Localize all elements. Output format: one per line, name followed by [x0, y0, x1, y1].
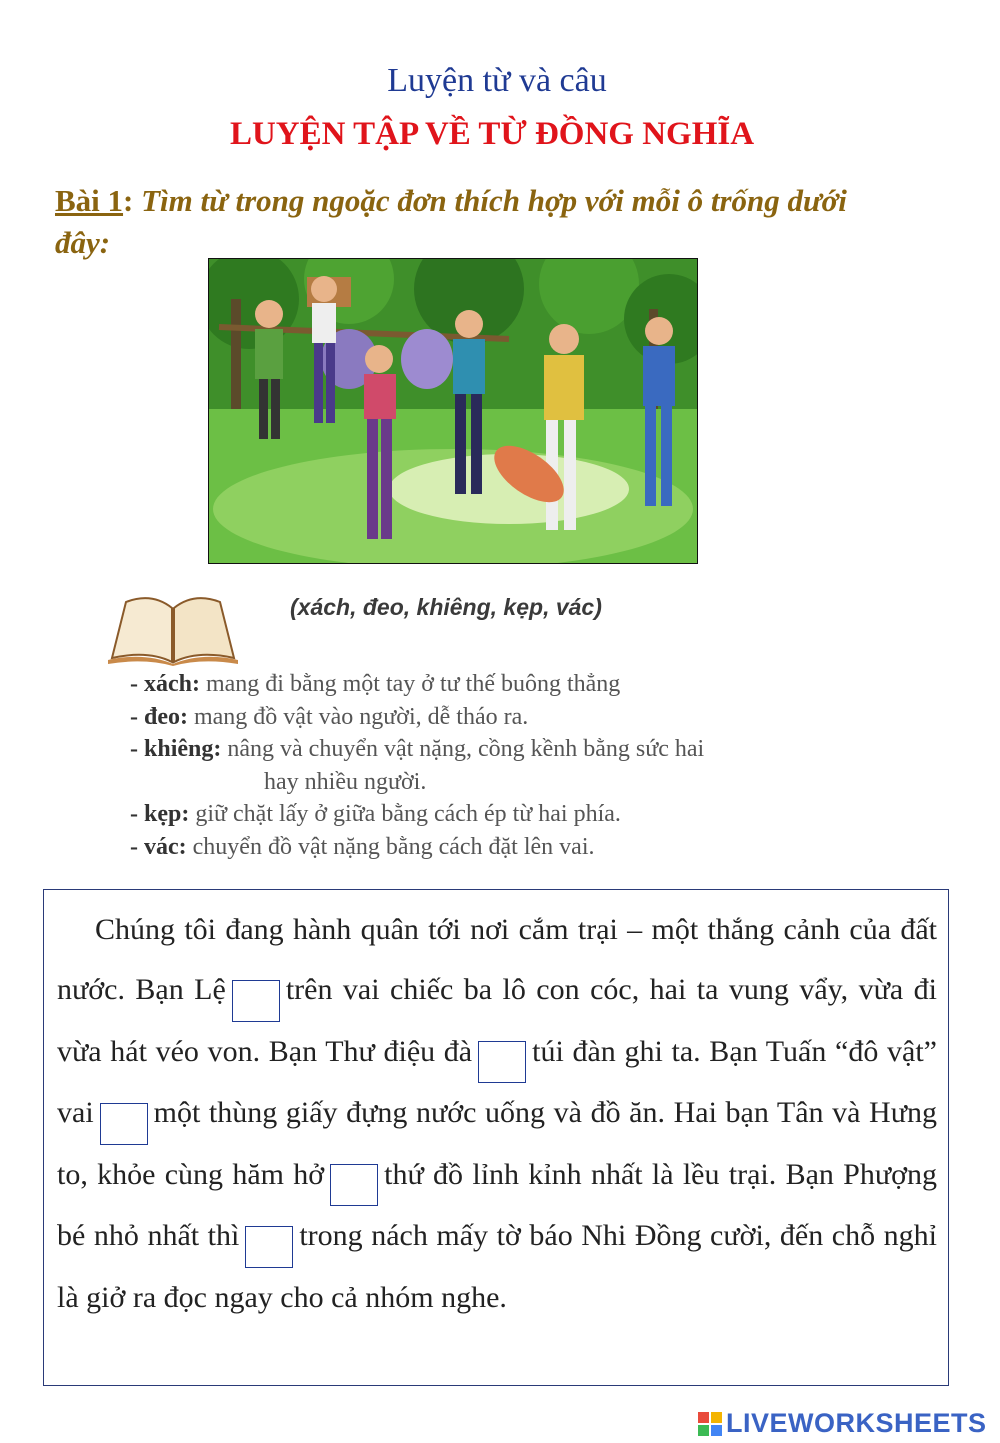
exercise-separator: : — [123, 183, 142, 218]
brand-name: LIVEWORKSHEETS — [726, 1408, 987, 1438]
children-hiking-illustration — [208, 258, 698, 564]
passage-segment: trong nách mấy tờ báo Nhi Đồng cười, đến chỗ nghỉ là giở ra đọc ngay cho cả nhóm nghe. — [57, 1219, 937, 1314]
exercise-prompt: Tìm từ trong ngoặc đơn thích hợp với mỗi ô trống dưới đây: — [55, 183, 847, 260]
definition-vac: - vác: chuyển đồ vật nặng bằng cách đặt lên vai. — [130, 833, 595, 860]
exercise-number: Bài 1 — [55, 183, 124, 218]
lesson-subtitle: Luyện từ và câu — [387, 62, 607, 99]
lesson-title: LUYỆN TẬP VỀ TỪ ĐỒNG NGHĨA — [229, 116, 755, 152]
definitions-list — [130, 668, 850, 863]
passage-segment: túi đàn ghi ta. Bạn Tuấn “đô vật” vai — [57, 1034, 937, 1129]
definition-khieng: - khiêng: nâng và chuyển vật nặng, cồng kềnh bằng sức hai hay nhiều người. — [130, 736, 705, 795]
answer-blank-3[interactable] — [100, 1103, 148, 1145]
definition-xach: - xách: mang đi bằng một tay ở tư thế buông thẳng — [130, 671, 621, 697]
answer-blank-2[interactable] — [478, 1041, 526, 1083]
passage-segment: thứ đồ lỉnh kỉnh nhất là lều trại. Bạn Phượng bé nhỏ nhất thì — [57, 1157, 937, 1252]
exercise-heading — [55, 180, 855, 264]
definition-kep: - kẹp: giữ chặt lấy ở giữa bằng cách ép từ hai phía. — [130, 801, 621, 827]
answer-blank-1[interactable] — [232, 980, 280, 1022]
passage-segment: trên vai chiếc ba lô con cóc, hai ta vung vẩy, vừa đi vừa hát véo von. Bạn Thư điệu đà — [57, 973, 937, 1068]
answer-blank-4[interactable] — [330, 1164, 378, 1206]
liveworksheets-logo-icon — [698, 1412, 722, 1436]
passage-segment: một thùng giấy đựng nước uống và đồ ăn. Hai bạn Tân và Hưng to, khỏe cùng hăm hở — [57, 1096, 937, 1191]
definition-deo: - đeo: mang đồ vật vào người, dễ tháo ra. — [130, 703, 529, 730]
open-book-icon — [104, 586, 244, 671]
passage-segment: Chúng tôi đang hành quân tới nơi cắm trại – một thắng cảnh của đất nước. Bạn Lệ — [57, 913, 937, 1006]
liveworksheets-logo[interactable] — [698, 1408, 987, 1439]
passage — [57, 900, 937, 1328]
answer-blank-5[interactable] — [245, 1226, 293, 1268]
word-choices: (xách, đeo, khiêng, kẹp, vác) — [290, 594, 602, 620]
